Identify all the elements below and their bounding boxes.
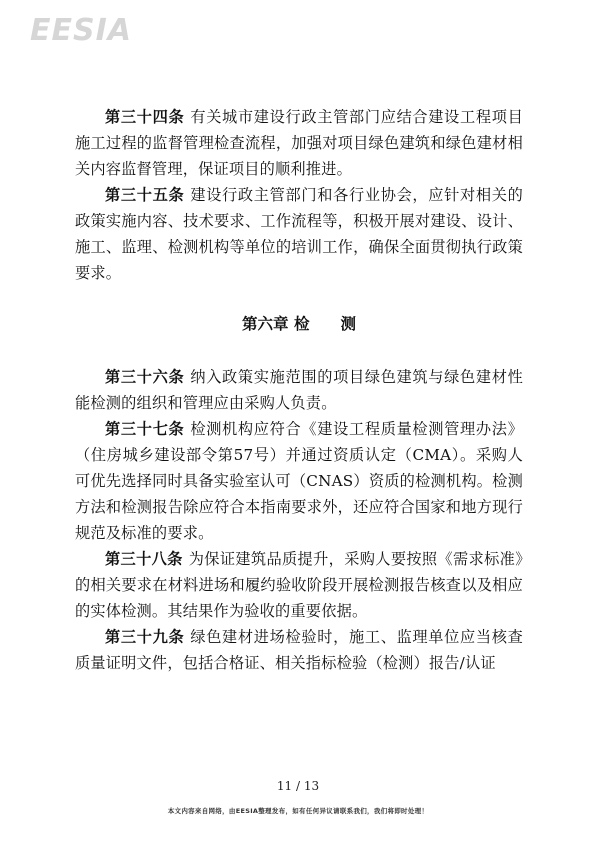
article-text: 检测机构应符合《建设工程质量检测管理办法》（住房城乡建设部令第57号）并通过资质认定（CMA）。采购人可优先选择同时具备实验室认可（CNAS）资质的检测机构。检测方法和检测报告除应符合本指南要求外，还应符合国家和地方现行规范及标准的要求。 [75,420,524,542]
page-number: 11 / 13 [276,779,320,793]
article-39 [75,624,523,676]
article-number: 第三十八条 [105,550,183,568]
article-35 [75,182,523,286]
article-number: 第三十九条 [105,628,185,646]
article-number: 第三十七条 [105,420,185,438]
footer-disclaimer: 本文内容来自网络，由EESIA整理发布，如有任何异议请联系我们，我们将即时处理！ [167,807,429,815]
article-number: 第三十五条 [105,186,185,204]
document-body [75,104,523,676]
article-36 [75,364,523,416]
chapter-title: 第六章 检 测 [242,315,356,333]
article-number: 第三十六条 [105,368,185,386]
article-number: 第三十四条 [105,108,185,126]
article-37 [75,416,523,546]
article-text: 有关城市建设行政主管部门应结合建设工程项目施工过程的监督管理检查流程，加强对项目绿色建筑和绿色建材相关内容监督管理，保证项目的顺利推进。 [75,108,524,178]
article-text: 纳入政策实施范围的项目绿色建筑与绿色建材性能检测的组织和管理应由采购人负责。 [75,368,524,412]
article-text: 建设行政主管部门和各行业协会，应针对相关的政策实施内容、技术要求、工作流程等，积极开展对建设、设计、施工、监理、检测机构等单位的培训工作，确保全面贯彻执行政策要求。 [75,186,524,282]
article-38 [75,546,523,624]
article-text: 为保证建筑品质提升，采购人要按照《需求标准》的相关要求在材料进场和履约验收阶段开展检测报告核查以及相应的实体检测。其结果作为验收的重要依据。 [75,550,523,620]
article-34 [75,104,523,182]
article-text: 绿色建材进场检验时，施工、监理单位应当核查质量证明文件，包括合格证、相关指标检验（检测）报告/认证 [75,628,524,672]
eesia-logo: EESIA [30,13,132,48]
